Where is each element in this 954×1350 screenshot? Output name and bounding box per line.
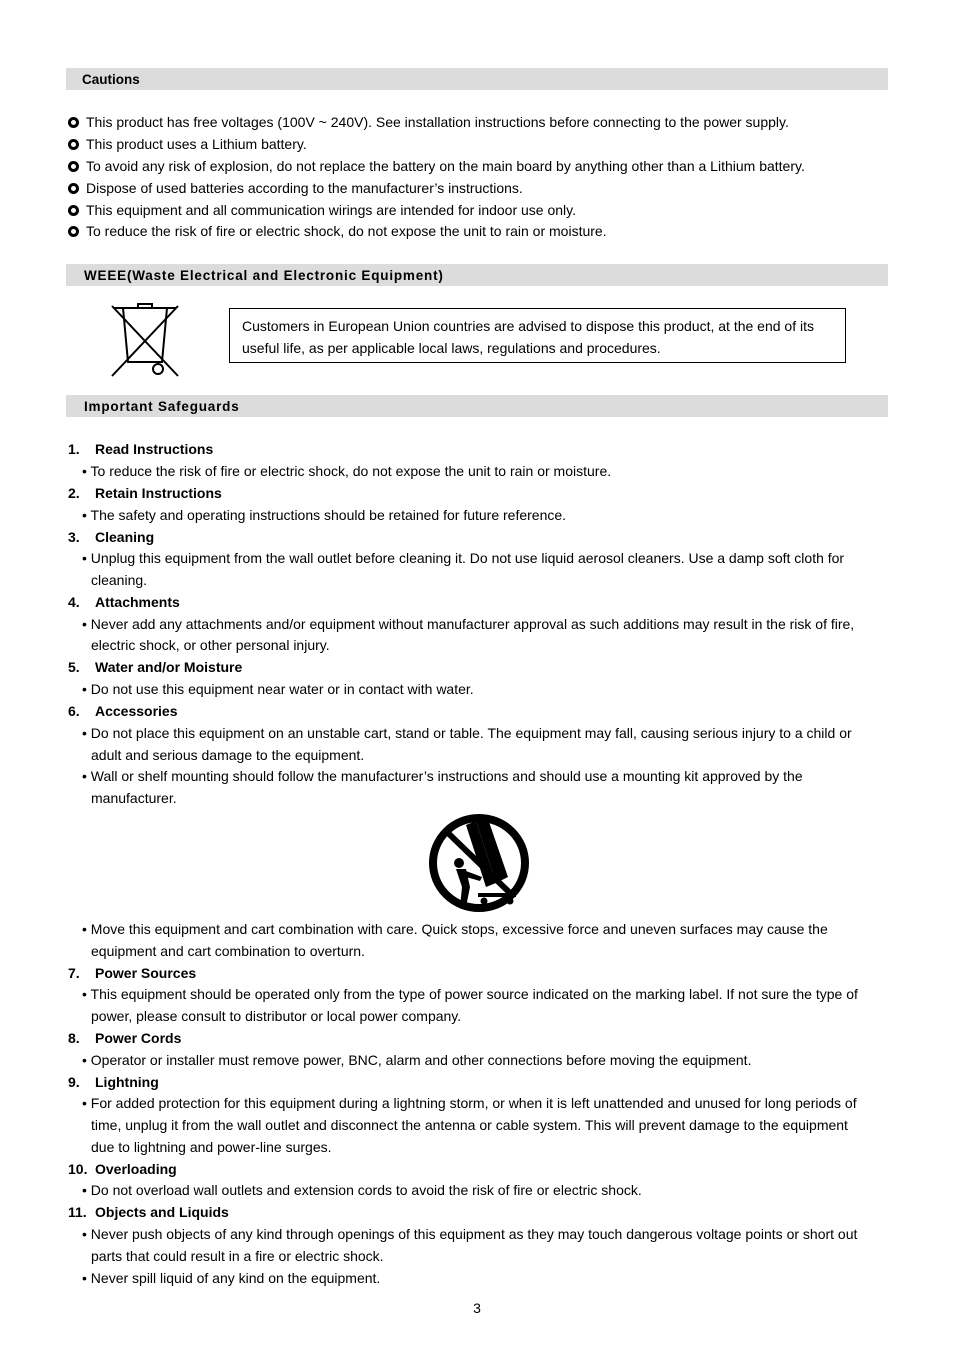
safeguard-heading: 8. Power Cords [68,1030,182,1046]
safeguard-bullet: • Move this equipment and cart combination with care. Quick stops, excessive force and uneven surfaces may cause the [82,921,828,937]
safeguard-heading: 2. Retain Instructions [68,485,222,501]
safeguard-heading: 4. Attachments [68,594,180,610]
safeguard-bullet-continued: adult and serious damage to the equipment. [91,747,365,763]
cart-tip-over-warning-icon [426,811,532,915]
safeguard-bullet-continued: electric shock, or other personal injury. [91,637,330,653]
safeguard-heading: 3. Cleaning [68,529,155,545]
safeguard-bullet-continued: equipment and cart combination to overturn. [91,943,365,959]
safeguard-bullet: • To reduce the risk of fire or electric shock, do not expose the unit to rain or moisture. [82,463,612,479]
weee-header [66,264,888,286]
safeguard-bullet: • Wall or shelf mounting should follow the manufacturer’s instructions and should use a mounting kit approved by the [82,768,803,784]
safeguard-heading: 5. Water and/or Moisture [68,659,243,675]
safeguard-heading: 1. Read Instructions [68,441,214,457]
safeguard-heading: 6. Accessories [68,703,178,719]
safeguard-bullet-continued: cleaning. [91,572,148,588]
safeguard-bullet: • Do not overload wall outlets and extension cords to avoid the risk of fire or electric shock. [82,1182,642,1198]
weee-title: WEEE(Waste Electrical and Electronic Equipment) [84,268,444,283]
safeguard-bullet-continued: time, unplug it from the wall outlet and disconnect the antenna or cable system. This will prevent damage to the equipment [91,1117,848,1133]
safeguard-bullet: • For added protection for this equipment during a lightning storm, or when it is left unattended and unused for long periods of [82,1095,857,1111]
weee-notice-line: useful life, as per applicable local laws, regulations and procedures. [242,340,661,356]
caution-item: This product uses a Lithium battery. [68,133,307,155]
caution-item: This equipment and all communication wirings are intended for indoor use only. [68,199,576,221]
safeguard-heading: 11. Objects and Liquids [68,1204,229,1220]
caution-item: To avoid any risk of explosion, do not replace the battery on the main board by anything other than a Lithium battery. [68,155,805,177]
weee-notice-box [229,308,846,363]
safeguard-bullet: • Do not use this equipment near water or in contact with water. [82,681,474,697]
crossed-out-wheeled-bin-icon [108,302,182,380]
safeguard-bullet-continued: manufacturer. [91,790,177,806]
weee-notice-line: Customers in European Union countries are advised to dispose this product, at the end of its [242,318,814,334]
ring-bullet-icon [68,226,79,237]
safeguard-bullet-continued: due to lightning and power-line surges. [91,1139,332,1155]
safeguard-bullet: • This equipment should be operated only from the type of power source indicated on the marking label. If not sure the type of [82,986,858,1002]
safeguard-bullet: • Operator or installer must remove power, BNC, alarm and other connections before moving the equipment. [82,1052,752,1068]
safeguard-bullet: • Never spill liquid of any kind on the equipment. [82,1270,381,1286]
ring-bullet-icon [68,161,79,172]
cautions-title: Cautions [82,72,140,87]
safeguard-bullet-continued: power, please consult to distributor or local power company. [91,1008,462,1024]
safeguard-bullet-continued: parts that could result in a fire or electric shock. [91,1248,384,1264]
ring-bullet-icon [68,205,79,216]
safeguards-title: Important Safeguards [84,399,240,414]
caution-item: Dispose of used batteries according to the manufacturer’s instructions. [68,177,523,199]
safeguard-heading: 10. Overloading [68,1161,177,1177]
cautions-header [66,68,888,90]
caution-item: This product has free voltages (100V ~ 240V). See installation instructions before connecting to the power supply. [68,111,789,133]
safeguard-bullet: • The safety and operating instructions should be retained for future reference. [82,507,567,523]
safeguard-bullet: • Unplug this equipment from the wall outlet before cleaning it. Do not use liquid aerosol cleaners. Use a damp soft cloth for [82,550,845,566]
ring-bullet-icon [68,117,79,128]
safeguards-header [66,395,888,417]
safeguard-bullet: • Never push objects of any kind through openings of this equipment as they may touch dangerous voltage points or short out [82,1226,858,1242]
ring-bullet-icon [68,183,79,194]
safeguard-heading: 7. Power Sources [68,965,197,981]
caution-item: To reduce the risk of fire or electric shock, do not expose the unit to rain or moisture. [68,220,607,242]
safeguard-bullet: • Never add any attachments and/or equipment without manufacturer approval as such additions may result in the risk of fire, [82,616,855,632]
safeguard-heading: 9. Lightning [68,1074,159,1090]
ring-bullet-icon [68,139,79,150]
safeguard-bullet: • Do not place this equipment on an unstable cart, stand or table. The equipment may fall, causing serious injury to a child or [82,725,852,741]
page-number: 3 [473,1300,481,1316]
